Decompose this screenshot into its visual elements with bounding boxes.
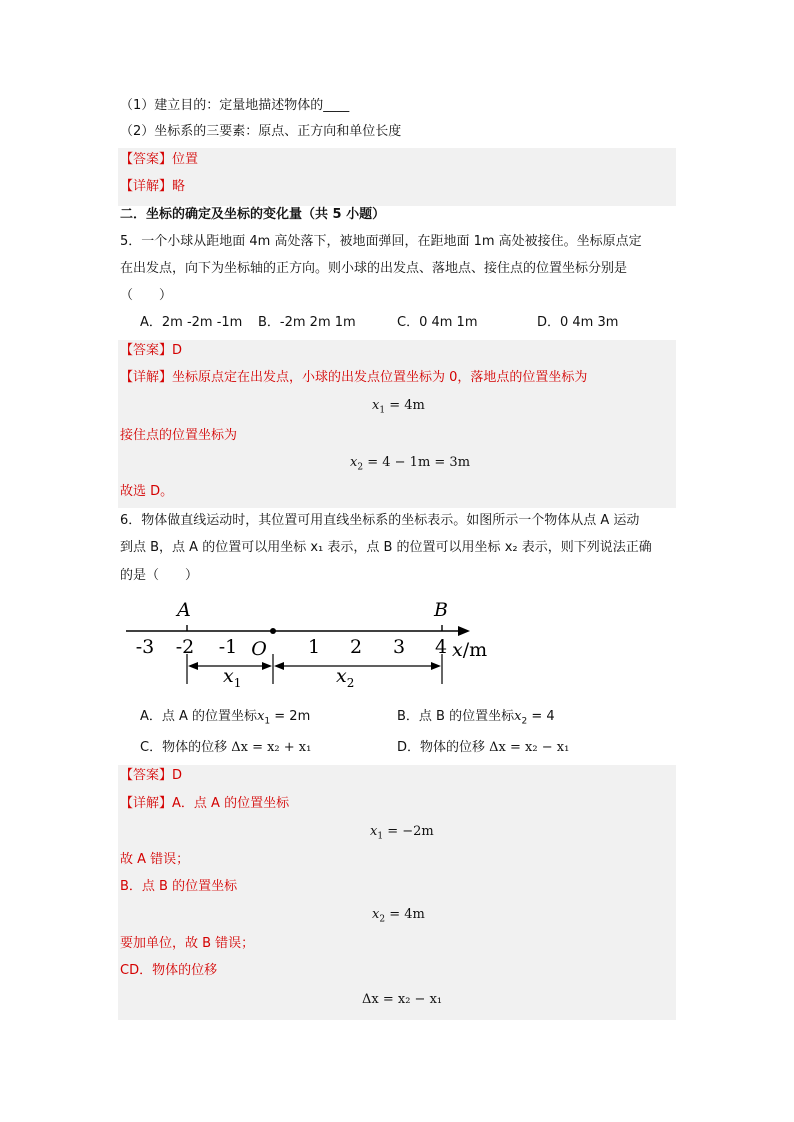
q6-equation-cd: Δx = x₂ − x₁	[362, 992, 443, 1007]
q5-equation-1: $x_1 = 4m$	[372, 398, 425, 416]
tick-label: 4	[434, 636, 448, 658]
answer-text: 位置	[172, 152, 199, 167]
q5-option-b: B．-2m 2m 1m	[258, 315, 356, 330]
q5-equation-2: $x_2 = 4 - 1m = 3m$	[350, 455, 471, 473]
q6-option-b: B．点 B 的位置坐标$x_2 = 4$	[397, 709, 555, 727]
detail-tag: 【详解】	[120, 796, 173, 811]
answer-tag: 【答案】	[120, 343, 173, 358]
q6-option-d: D．物体的位移 Δx = x₂ − x₁	[397, 740, 570, 755]
arrow-left-icon	[274, 662, 284, 670]
q5-answer-line	[120, 341, 182, 361]
detail-text: 略	[172, 179, 186, 194]
answer-text: D	[172, 343, 183, 358]
origin-label: O	[251, 638, 267, 660]
detail-text: 坐标原点定在出发点，小球的出发点位置坐标为 0，落地点的位置坐标为	[172, 370, 588, 385]
q6-equation-a: $x_1 = -2m$	[370, 824, 434, 842]
detail-tag: 【详解】	[120, 179, 173, 194]
intro-line-1: （1）建立目的：定量地描述物体的____	[120, 98, 350, 113]
detail-line-top	[120, 177, 185, 197]
section-heading: 二．坐标的确定及坐标的变化量（共 5 小题）	[120, 207, 386, 222]
origin-dot	[270, 628, 276, 634]
tick-label: -2	[175, 636, 195, 658]
q5-conclusion: 故选 D。	[120, 484, 174, 499]
q6-option-a: A．点 A 的位置坐标$x_1 = 2m$	[140, 709, 311, 727]
detail-a-text: A．点 A 的位置坐标	[172, 796, 290, 811]
answer-tag: 【答案】	[120, 152, 173, 167]
segment-x1-label: $x_1$	[223, 665, 242, 690]
arrow-right-icon	[262, 662, 272, 670]
intro-line-2: （2）坐标系的三要素：原点、正方向和单位长度	[120, 124, 402, 139]
answer-block-q5	[118, 340, 676, 508]
tick-label: -3	[135, 636, 155, 658]
tick-label: 3	[392, 636, 406, 658]
q5-option-a: A．2m -2m -1m	[140, 315, 243, 330]
segment-x2-label: $x_2$	[336, 665, 355, 690]
detail-tag: 【详解】	[120, 370, 173, 385]
point-b-label: B	[434, 599, 448, 621]
q5-option-d: D．0 4m 3m	[537, 315, 619, 330]
q5-stem-line-1: 5．一个小球从距地面 4m 高处落下，被地面弹回，在距地面 1m 高处被接住。坐标原点定	[120, 234, 642, 249]
point-a-label: A	[177, 599, 191, 621]
answer-tag: 【答案】	[120, 768, 173, 783]
tick-label: 2	[349, 636, 363, 658]
q5-detail-line	[120, 368, 587, 388]
q6-stem-line-3: 的是（ ）	[120, 568, 199, 583]
axis-label: x/m	[452, 639, 488, 661]
arrow-left-icon	[188, 662, 198, 670]
tick-label: 1	[307, 636, 321, 658]
q6-detail-b: B．点 B 的位置坐标	[120, 879, 238, 894]
q5-stem-line-2: 在出发点，向下为坐标轴的正方向。则小球的出发点、落地点、接住点的位置坐标分别是	[120, 261, 628, 276]
q6-equation-b: $x_2 = 4m$	[372, 907, 425, 925]
answer-block-top	[118, 148, 676, 206]
answer-line-top	[120, 150, 198, 170]
q5-mid-text: 接住点的位置坐标为	[120, 428, 238, 443]
q6-detail-line	[120, 794, 289, 814]
q6-option-c: C．物体的位移 Δx = x₂ + x₁	[140, 740, 312, 755]
q6-stem-line-1: 6．物体做直线运动时，其位置可用直线坐标系的坐标表示。如图所示一个物体从点 A 运动	[120, 513, 640, 528]
q5-option-c: C．0 4m 1m	[397, 315, 478, 330]
q6-answer-line	[120, 766, 182, 786]
q6-conclusion-b: 要加单位，故 B 错误；	[120, 936, 255, 951]
axis-arrow	[458, 626, 470, 636]
number-line-figure	[118, 598, 498, 693]
q5-stem-line-3: （ ）	[120, 288, 173, 303]
answer-text: D	[172, 768, 183, 783]
tick-label: -1	[218, 636, 238, 658]
q6-detail-cd: CD．物体的位移	[120, 963, 218, 978]
q6-conclusion-a: 故 A 错误；	[120, 852, 190, 867]
arrow-right-icon	[431, 662, 441, 670]
q6-stem-line-2: 到点 B，点 A 的位置可以用坐标 x₁ 表示，点 B 的位置可以用坐标 x₂ 表示，则下列说法正确	[120, 540, 652, 555]
